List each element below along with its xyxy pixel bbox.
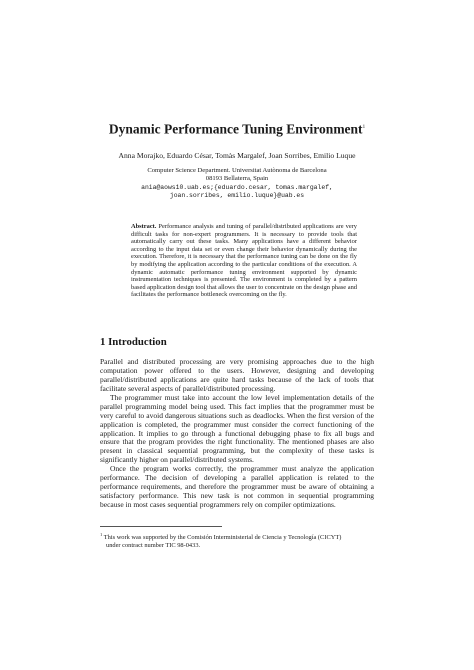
paper-title	[0, 120, 474, 138]
body-paragraph: The programmer must take into account the low level implementation details of the parallel programming model being used. This fact implies that the programmer must be very careful to avoid dangerous situations such as deadlocks. When the first version of the application is completed, the programmer must consider the correct functioning of the application. It implies to go through a functional debugging phase to fix all bugs and ensure that the program provides the right functionality. The mentioned phases are also present in classical sequential programming, but the complexity of these tasks is significantly higher on parallel/distributed systems.	[100, 392, 374, 465]
affiliation-line: 08193 Bellaterra, Spain	[205, 175, 269, 183]
email-line: joan.sorribes, emilio.luque}@uab.es	[169, 191, 305, 199]
paper-title-text: Dynamic Performance Tuning Environment	[108, 121, 363, 137]
affiliation-block	[0, 167, 474, 200]
footnote-text: This work was supported by the Comisión Interministerial de Ciencia y Tecnología (CICYT)	[103, 534, 342, 542]
abstract	[131, 223, 357, 299]
email-line: ania@aows10.uab.es;{eduardo.cesar, tomas.margalef,	[141, 183, 333, 191]
body-paragraph: Once the program works correctly, the programmer must analyze the application performance. The decision of developing a parallel application is related to the performance requirements, and therefore the programmer must be aware of obtaining a satisfactory performance. This new task is not common in sequential programming because in most cases sequential programmers rely on compiler optimizations.	[100, 464, 374, 509]
body-paragraph: Parallel and distributed processing are very promising approaches due to the high computation power offered to the users. However, designing and developing parallel/distributed applications are quite hard tasks because of the lack of tools that facilitate several aspects of parallel/distributed processing.	[100, 357, 374, 393]
footnote	[100, 531, 374, 551]
abstract-label: Abstract.	[131, 223, 157, 230]
section-heading: 1 Introduction	[100, 336, 167, 348]
author-list: Anna Morajko, Eduardo César, Tomàs Margalef, Joan Sorribes, Emilio Luque	[118, 151, 356, 160]
title-footnote-mark: 1	[362, 125, 366, 130]
footnote-divider	[100, 526, 222, 527]
footnote-line	[100, 531, 374, 542]
section-body	[100, 358, 374, 510]
abstract-text: Performance analysis and tuning of parallel/distributed applications are very difficult tasks for non-expert programmers. It is necessary to provide tools that automatically carry out these tasks. Many applications have a different behavior according to the input data set or even change their behavior dynamically during the execution. Therefore, it is necessary that the performance tuning can be done on the fly by modifying the application according to the particular conditions of the execution. A dynamic automatic performance tuning environment supported by dynamic instrumentation techniques is presented. The environment is completed by a pattern based application design tool that allows the user to concentrate on the design phase and facilitates the performance bottleneck overcoming on the fly.	[131, 223, 357, 299]
footnote-mark: 1	[100, 532, 103, 537]
affiliation-line: Computer Science Department. Universitat Autònoma de Barcelona	[147, 167, 327, 174]
footnote-line: under contract number TIC 98-0433.	[106, 542, 201, 550]
